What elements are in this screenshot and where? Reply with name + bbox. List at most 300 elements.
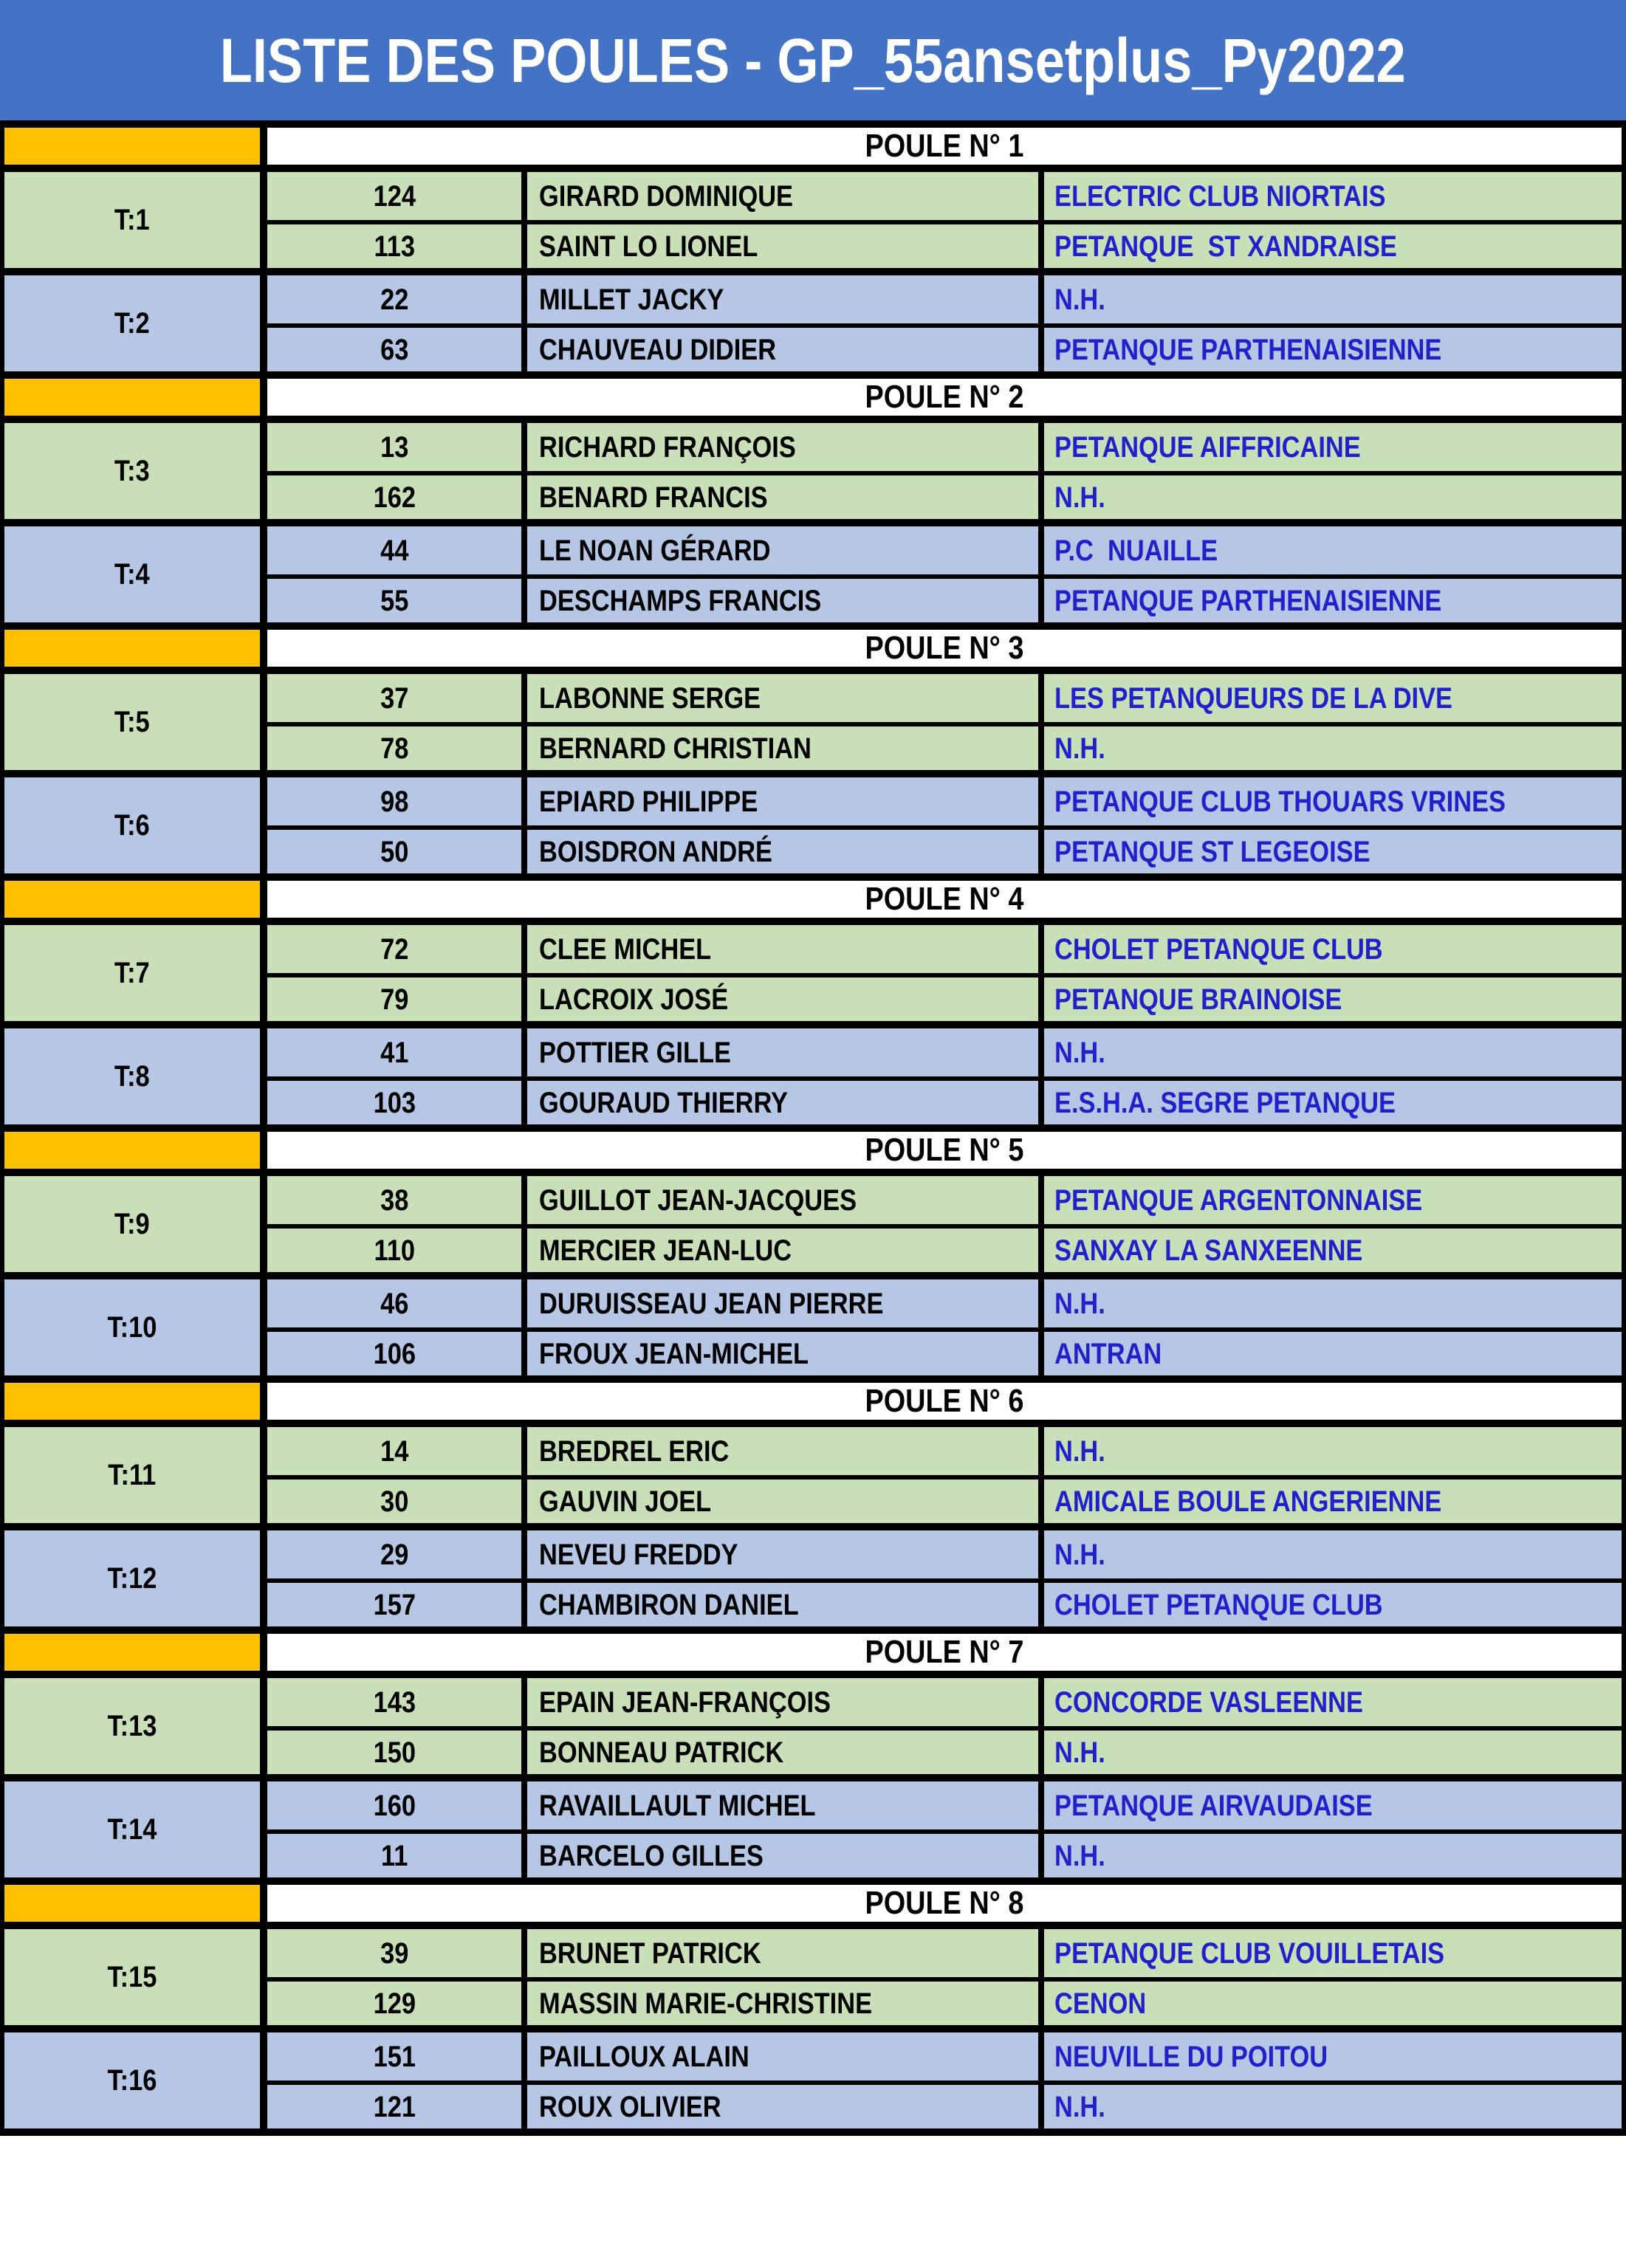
player-name: POTTIER GILLE — [539, 1036, 731, 1069]
player-club-cell — [1044, 1982, 1622, 2025]
player-row — [267, 1475, 1622, 1523]
player-club-cell — [1044, 977, 1622, 1021]
poule-header — [4, 1634, 1622, 1678]
poule-label-cell — [267, 379, 1622, 416]
player-club-cell — [1044, 423, 1622, 471]
player-name-cell — [527, 2032, 1044, 2080]
poule-header — [4, 128, 1622, 172]
terrain-label: T:16 — [107, 2064, 157, 2097]
player-row — [267, 574, 1622, 622]
poule-label-cell — [267, 1885, 1622, 1922]
poule-header — [4, 881, 1622, 925]
player-name: MERCIER JEAN-LUC — [539, 1234, 792, 1267]
player-name-cell — [527, 1982, 1044, 2025]
player-name-cell — [527, 674, 1044, 722]
player-name-cell — [527, 977, 1044, 1021]
player-name: CLEE MICHEL — [539, 932, 712, 966]
player-name-cell — [527, 1678, 1044, 1726]
player-row — [267, 471, 1622, 519]
player-number-cell — [267, 1929, 527, 1977]
player-name-cell — [527, 1228, 1044, 1272]
player-row — [267, 1427, 1622, 1475]
terrain-pair — [4, 1028, 1622, 1132]
terrain-label: T:5 — [114, 706, 150, 738]
terrain-label: T:14 — [107, 1813, 157, 1846]
player-club: N.H. — [1054, 2090, 1105, 2123]
terrain-label: T:6 — [114, 809, 150, 842]
player-club-cell — [1044, 526, 1622, 574]
terrain-rows — [267, 275, 1622, 371]
player-club: PETANQUE ST XANDRAISE — [1054, 230, 1397, 263]
player-number: 110 — [374, 1234, 415, 1267]
terrain-cell — [4, 674, 267, 770]
player-name-cell — [527, 1332, 1044, 1375]
player-club: N.H. — [1054, 1736, 1105, 1769]
player-club-cell — [1044, 1781, 1622, 1829]
player-number-cell — [267, 1427, 527, 1475]
player-name-cell — [527, 579, 1044, 622]
terrain-pair — [4, 172, 1622, 275]
player-club: LES PETANQUEURS DE LA DIVE — [1054, 681, 1453, 715]
player-number-cell — [267, 224, 527, 268]
player-club-cell — [1044, 726, 1622, 770]
player-name: GUILLOT JEAN-JACQUES — [539, 1183, 857, 1217]
terrain-cell — [4, 2032, 267, 2128]
player-row — [267, 1829, 1622, 1877]
player-name: EPAIN JEAN-FRANÇOIS — [539, 1685, 831, 1719]
terrain-rows — [267, 1427, 1622, 1523]
poule-section — [4, 1634, 1622, 1885]
player-row — [267, 275, 1622, 323]
player-number-cell — [267, 1332, 527, 1375]
player-number-cell — [267, 1834, 527, 1877]
player-number: 78 — [380, 732, 409, 765]
player-club-cell — [1044, 1028, 1622, 1076]
player-number-cell — [267, 2085, 527, 2128]
player-name: RICHARD FRANÇOIS — [539, 430, 796, 464]
terrain-rows — [267, 1678, 1622, 1774]
terrain-cell — [4, 1279, 267, 1375]
player-name: NEVEU FREDDY — [539, 1538, 738, 1571]
player-name: RAVAILLAULT MICHEL — [539, 1789, 816, 1822]
player-name: BOISDRON ANDRÉ — [539, 835, 772, 868]
poule-label: POULE N° 3 — [865, 630, 1024, 666]
player-row — [267, 2032, 1622, 2080]
terrain-pair — [4, 526, 1622, 630]
poule-header — [4, 630, 1622, 674]
terrain-cell — [4, 1929, 267, 2025]
terrain-cell — [4, 1176, 267, 1272]
player-row — [267, 172, 1622, 220]
player-row — [267, 825, 1622, 873]
poule-label-cell — [267, 881, 1622, 918]
player-name-cell — [527, 224, 1044, 268]
player-club-cell — [1044, 925, 1622, 973]
player-number-cell — [267, 977, 527, 1021]
poule-header-orange-cell — [4, 630, 267, 667]
player-number: 30 — [380, 1485, 409, 1518]
player-name: BREDREL ERIC — [539, 1434, 730, 1468]
terrain-pair — [4, 423, 1622, 526]
poule-header-orange-cell — [4, 1885, 267, 1922]
player-name: DESCHAMPS FRANCIS — [539, 584, 822, 617]
player-number: 46 — [380, 1287, 409, 1320]
player-row — [267, 323, 1622, 371]
player-club-cell — [1044, 1583, 1622, 1626]
player-name-cell — [527, 1583, 1044, 1626]
player-number: 106 — [373, 1337, 416, 1370]
player-club-cell — [1044, 777, 1622, 825]
player-club-cell — [1044, 2032, 1622, 2080]
terrain-cell — [4, 1028, 267, 1124]
player-club: CHOLET PETANQUE CLUB — [1054, 1588, 1383, 1621]
player-row — [267, 1530, 1622, 1578]
player-name-cell — [527, 1781, 1044, 1829]
player-club: ANTRAN — [1054, 1337, 1162, 1370]
player-number-cell — [267, 1176, 527, 1224]
player-number: 55 — [380, 584, 409, 617]
terrain-label: T:13 — [107, 1710, 157, 1742]
player-name-cell — [527, 1929, 1044, 1977]
player-club: N.H. — [1054, 732, 1105, 765]
player-name-cell — [527, 2085, 1044, 2128]
player-number-cell — [267, 1279, 527, 1327]
player-row — [267, 1726, 1622, 1774]
terrain-cell — [4, 777, 267, 873]
player-number: 113 — [374, 230, 415, 263]
player-name-cell — [527, 1731, 1044, 1774]
player-number-cell — [267, 1583, 527, 1626]
terrain-rows — [267, 1279, 1622, 1375]
terrain-rows — [267, 674, 1622, 770]
player-club-cell — [1044, 1929, 1622, 1977]
player-club-cell — [1044, 1176, 1622, 1224]
terrain-cell — [4, 423, 267, 519]
player-club-cell — [1044, 275, 1622, 323]
poule-header — [4, 1132, 1622, 1176]
player-row — [267, 1028, 1622, 1076]
player-row — [267, 973, 1622, 1021]
player-row — [267, 1076, 1622, 1124]
poule-label-cell — [267, 1132, 1622, 1169]
player-club-cell — [1044, 579, 1622, 622]
player-number-cell — [267, 579, 527, 622]
player-row — [267, 722, 1622, 770]
player-number: 14 — [380, 1434, 409, 1468]
player-row — [267, 925, 1622, 973]
player-row — [267, 220, 1622, 268]
terrain-pair — [4, 1427, 1622, 1530]
terrain-cell — [4, 925, 267, 1021]
player-row — [267, 1578, 1622, 1626]
player-club: PETANQUE PARTHENAISIENNE — [1054, 333, 1442, 366]
player-name-cell — [527, 1081, 1044, 1124]
poule-label-cell — [267, 1383, 1622, 1420]
player-number: 150 — [373, 1736, 416, 1769]
player-number: 50 — [380, 835, 409, 868]
terrain-cell — [4, 1678, 267, 1774]
player-number: 44 — [380, 534, 409, 567]
player-number-cell — [267, 925, 527, 973]
player-number-cell — [267, 830, 527, 873]
player-club-cell — [1044, 830, 1622, 873]
player-name-cell — [527, 475, 1044, 519]
player-name: SAINT LO LIONEL — [539, 230, 758, 263]
player-club: N.H. — [1054, 283, 1105, 316]
poule-section — [4, 128, 1622, 379]
player-number-cell — [267, 172, 527, 220]
player-number: 151 — [373, 2040, 416, 2073]
terrain-label: T:4 — [114, 558, 150, 591]
player-club: CENON — [1054, 1987, 1147, 2020]
player-name-cell — [527, 925, 1044, 973]
terrain-pair — [4, 1678, 1622, 1781]
terrain-rows — [267, 1530, 1622, 1626]
player-number: 72 — [380, 932, 409, 966]
player-number-cell — [267, 726, 527, 770]
poule-section — [4, 1885, 1622, 2136]
player-number-cell — [267, 1731, 527, 1774]
player-club: SANXAY LA SANXEENNE — [1054, 1234, 1363, 1267]
player-name: BRUNET PATRICK — [539, 1937, 761, 1970]
player-club: PETANQUE CLUB VOUILLETAIS — [1054, 1937, 1445, 1970]
player-club: PETANQUE ST LEGEOISE — [1054, 835, 1371, 868]
player-name: FROUX JEAN-MICHEL — [539, 1337, 809, 1370]
terrain-pair — [4, 1929, 1622, 2032]
player-name-cell — [527, 830, 1044, 873]
player-number: 124 — [373, 179, 416, 213]
player-number-cell — [267, 1781, 527, 1829]
player-number: 13 — [380, 430, 409, 464]
player-name: BARCELO GILLES — [539, 1839, 764, 1872]
player-club-cell — [1044, 1332, 1622, 1375]
player-number: 79 — [380, 983, 409, 1016]
poule-label: POULE N° 2 — [865, 379, 1024, 415]
player-name-cell — [527, 423, 1044, 471]
terrain-label: T:8 — [114, 1060, 150, 1093]
terrain-label: T:15 — [107, 1961, 157, 1993]
player-club: N.H. — [1054, 1434, 1105, 1468]
player-club: PETANQUE AIFFRICAINE — [1054, 430, 1361, 464]
player-number: 39 — [380, 1937, 409, 1970]
player-club: AMICALE BOULE ANGERIENNE — [1054, 1485, 1442, 1518]
player-name: GOURAUD THIERRY — [539, 1086, 788, 1119]
terrain-pair — [4, 1279, 1622, 1383]
terrain-pair — [4, 777, 1622, 881]
terrain-pair — [4, 925, 1622, 1028]
player-number-cell — [267, 423, 527, 471]
player-number: 63 — [380, 333, 409, 366]
poule-label: POULE N° 6 — [865, 1383, 1024, 1419]
player-name-cell — [527, 172, 1044, 220]
player-club: CONCORDE VASLEENNE — [1054, 1685, 1363, 1719]
player-club: PETANQUE BRAINOISE — [1054, 983, 1342, 1016]
poule-header-orange-cell — [4, 379, 267, 416]
player-club-cell — [1044, 674, 1622, 722]
terrain-cell — [4, 1427, 267, 1523]
player-number-cell — [267, 475, 527, 519]
player-number-cell — [267, 1678, 527, 1726]
player-number-cell — [267, 526, 527, 574]
player-name: BENARD FRANCIS — [539, 481, 768, 514]
poule-section — [4, 1383, 1622, 1634]
poule-section — [4, 630, 1622, 881]
player-number: 162 — [373, 481, 416, 514]
terrain-label: T:10 — [107, 1311, 157, 1344]
player-number-cell — [267, 1530, 527, 1578]
player-club: PETANQUE AIRVAUDAISE — [1054, 1789, 1373, 1822]
player-row — [267, 674, 1622, 722]
player-name-cell — [527, 275, 1044, 323]
player-club: PETANQUE CLUB THOUARS VRINES — [1054, 785, 1506, 818]
terrain-label: T:3 — [114, 455, 150, 487]
player-row — [267, 1224, 1622, 1272]
player-club: NEUVILLE DU POITOU — [1054, 2040, 1328, 2073]
terrain-label: T:1 — [114, 204, 150, 236]
player-club: N.H. — [1054, 1287, 1105, 1320]
terrain-rows — [267, 172, 1622, 268]
terrain-cell — [4, 1530, 267, 1626]
poule-label-cell — [267, 1634, 1622, 1671]
terrain-pair — [4, 2032, 1622, 2136]
player-club-cell — [1044, 2085, 1622, 2128]
player-club: ELECTRIC CLUB NIORTAIS — [1054, 179, 1386, 213]
player-name-cell — [527, 777, 1044, 825]
player-row — [267, 526, 1622, 574]
poule-label: POULE N° 1 — [865, 128, 1024, 164]
player-club: N.H. — [1054, 1839, 1105, 1872]
poules-table — [0, 120, 1626, 2136]
player-number: 129 — [373, 1987, 416, 2020]
terrain-cell — [4, 172, 267, 268]
player-club-cell — [1044, 1081, 1622, 1124]
player-row — [267, 1678, 1622, 1726]
player-name-cell — [527, 1279, 1044, 1327]
player-name-cell — [527, 1176, 1044, 1224]
terrain-rows — [267, 1929, 1622, 2025]
player-number: 11 — [380, 1839, 408, 1872]
player-number: 160 — [373, 1789, 416, 1822]
player-club: PETANQUE PARTHENAISIENNE — [1054, 584, 1442, 617]
terrain-label: T:9 — [114, 1208, 150, 1240]
poule-section — [4, 379, 1622, 630]
terrain-cell — [4, 275, 267, 371]
poule-label-cell — [267, 128, 1622, 165]
terrain-rows — [267, 526, 1622, 622]
page-title: LISTE DES POULES - GP_55ansetplus_Py2022 — [220, 25, 1406, 95]
player-number: 103 — [373, 1086, 416, 1119]
player-name-cell — [527, 1028, 1044, 1076]
player-number-cell — [267, 1982, 527, 2025]
player-name: GAUVIN JOEL — [539, 1485, 712, 1518]
player-number-cell — [267, 1480, 527, 1523]
player-name: GIRARD DOMINIQUE — [539, 179, 793, 213]
player-number-cell — [267, 1028, 527, 1076]
player-name: CHAMBIRON DANIEL — [539, 1588, 799, 1621]
player-name: MILLET JACKY — [539, 283, 724, 316]
terrain-pair — [4, 1530, 1622, 1634]
terrain-pair — [4, 674, 1622, 777]
player-number-cell — [267, 777, 527, 825]
player-row — [267, 423, 1622, 471]
player-number: 37 — [380, 681, 409, 715]
player-name-cell — [527, 1530, 1044, 1578]
player-number-cell — [267, 275, 527, 323]
player-number: 29 — [380, 1538, 409, 1571]
player-club-cell — [1044, 1228, 1622, 1272]
poule-label: POULE N° 7 — [865, 1634, 1024, 1670]
poule-header-orange-cell — [4, 881, 267, 918]
player-row — [267, 1279, 1622, 1327]
player-club-cell — [1044, 1279, 1622, 1327]
poule-header-orange-cell — [4, 1383, 267, 1420]
terrain-rows — [267, 423, 1622, 519]
terrain-rows — [267, 2032, 1622, 2128]
terrain-cell — [4, 1781, 267, 1877]
player-club-cell — [1044, 1834, 1622, 1877]
player-number: 157 — [373, 1588, 416, 1621]
terrain-rows — [267, 1781, 1622, 1877]
player-row — [267, 1176, 1622, 1224]
player-club-cell — [1044, 1427, 1622, 1475]
terrain-pair — [4, 275, 1622, 379]
player-name: BERNARD CHRISTIAN — [539, 732, 812, 765]
player-number: 143 — [373, 1685, 416, 1719]
terrain-pair — [4, 1781, 1622, 1885]
player-club-cell — [1044, 224, 1622, 268]
player-row — [267, 1977, 1622, 2025]
player-row — [267, 777, 1622, 825]
player-club-cell — [1044, 1530, 1622, 1578]
poule-header-orange-cell — [4, 1634, 267, 1671]
poule-label: POULE N° 5 — [865, 1132, 1024, 1168]
player-number: 41 — [380, 1036, 409, 1069]
terrain-rows — [267, 1028, 1622, 1124]
player-name: PAILLOUX ALAIN — [539, 2040, 749, 2073]
terrain-label: T:11 — [108, 1459, 157, 1491]
player-number-cell — [267, 1228, 527, 1272]
player-name: ROUX OLIVIER — [539, 2090, 721, 2123]
player-name: CHAUVEAU DIDIER — [539, 333, 777, 366]
player-club-cell — [1044, 1731, 1622, 1774]
poule-label: POULE N° 4 — [865, 881, 1024, 917]
player-number: 98 — [380, 785, 409, 818]
player-club-cell — [1044, 1480, 1622, 1523]
poule-header — [4, 1885, 1622, 1929]
player-name: LE NOAN GÉRARD — [539, 534, 771, 567]
player-club: PETANQUE ARGENTONNAISE — [1054, 1183, 1423, 1217]
player-club-cell — [1044, 475, 1622, 519]
player-name-cell — [527, 526, 1044, 574]
poule-label-cell — [267, 630, 1622, 667]
player-number: 121 — [373, 2090, 416, 2123]
player-name: MASSIN MARIE-CHRISTINE — [539, 1987, 873, 2020]
player-name-cell — [527, 1834, 1044, 1877]
poule-header-orange-cell — [4, 1132, 267, 1169]
terrain-rows — [267, 777, 1622, 873]
player-name: LABONNE SERGE — [539, 681, 761, 715]
terrain-label: T:7 — [114, 957, 150, 989]
player-number-cell — [267, 2032, 527, 2080]
poule-header-orange-cell — [4, 128, 267, 165]
poule-label: POULE N° 8 — [865, 1885, 1024, 1921]
player-name-cell — [527, 328, 1044, 371]
player-club: CHOLET PETANQUE CLUB — [1054, 932, 1383, 966]
player-club-cell — [1044, 1678, 1622, 1726]
terrain-label: T:2 — [114, 307, 150, 340]
player-number-cell — [267, 674, 527, 722]
player-name: DURUISSEAU JEAN PIERRE — [539, 1287, 884, 1320]
